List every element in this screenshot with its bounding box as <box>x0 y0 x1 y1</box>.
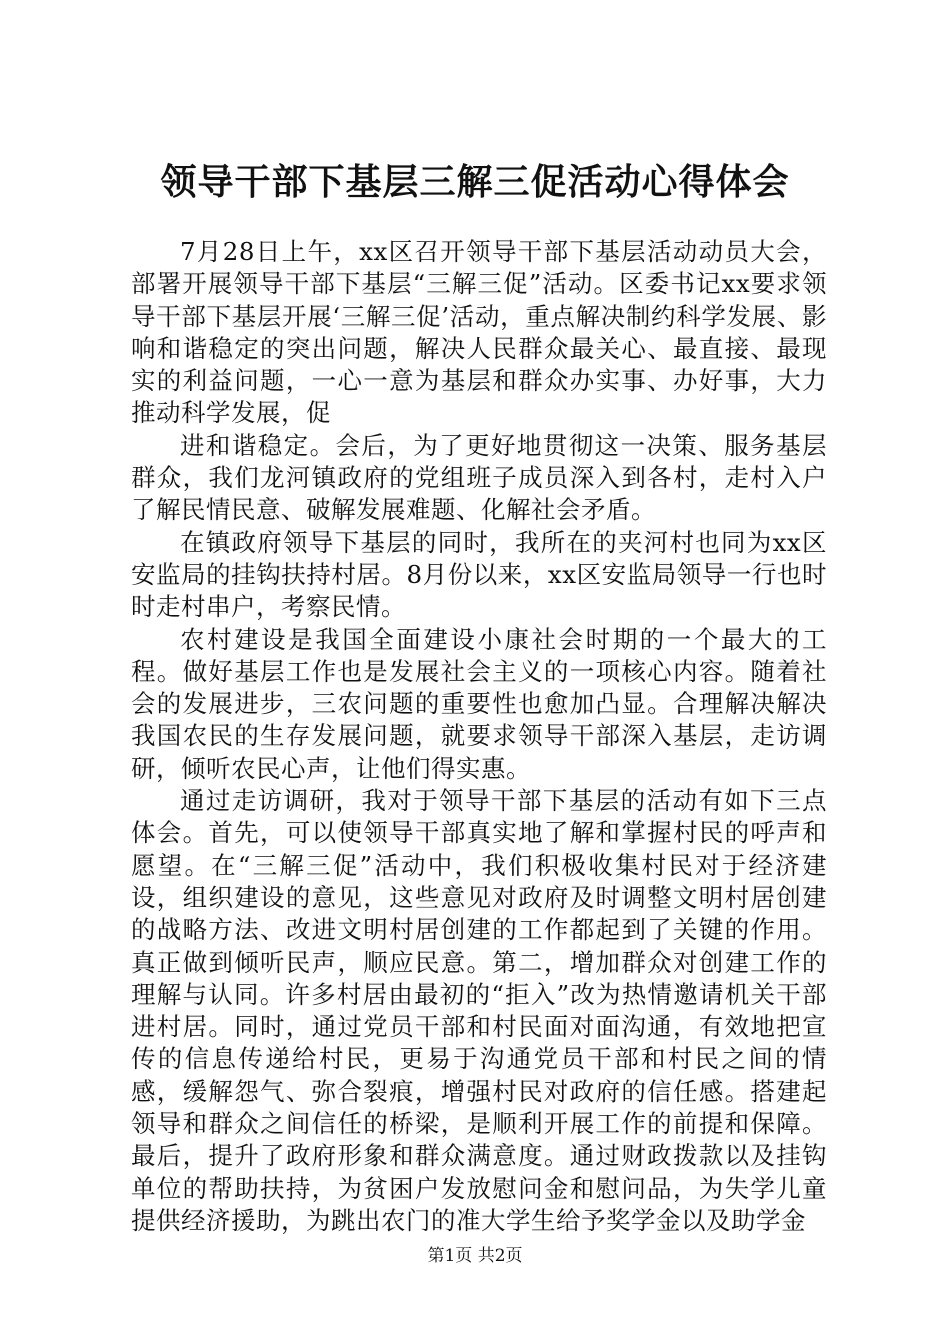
paragraph-2: 进和谐稳定。会后，为了更好地贯彻这一决策、服务基层群众，我们龙河镇政府的党组班子成员深入到各村，走村入户了解民情民意、破解发展难题、化解社会矛盾。 <box>131 430 827 525</box>
paragraph-1: 7月28日上午，xx区召开领导干部下基层活动动员大会，部署开展领导干部下基层“三解三促”活动。区委书记xx要求领导干部下基层开展‘三解三促’活动，重点解决制约科学发展、影响和谐稳定的突出问题，解决人民群众最关心、最直接、最现实的利益问题，一心一意为基层和群众办实事、办好事，大力推动科学发展，促 <box>131 237 827 428</box>
paragraph-3: 在镇政府领导下基层的同时，我所在的夹河村也同为xx区安监局的挂钩扶持村居。8月份以来，xx区安监局领导一行也时时走村串户，考察民情。 <box>131 527 827 622</box>
paragraph-5: 通过走访调研，我对于领导干部下基层的活动有如下三点体会。首先，可以使领导干部真实地了解和掌握村民的呼声和愿望。在“三解三促”活动中，我们积极收集村民对于经济建设，组织建设的意见，这些意见对政府及时调整文明村居创建的战略方法、改进文明村居创建的工作都起到了关键的作用。真正做到倾听民声，顺应民意。第二，增加群众对创建工作的理解与认同。许多村居由最初的“拒入”改为热情邀请机关干部进村居。同时，通过党员干部和村民面对面沟通，有效地把宣传的信息传递给村民，更易于沟通党员干部和村民之间的情感，缓解怨气、弥合裂痕，增强村民对政府的信任感。搭建起领导和群众之间信任的桥梁，是顺利开展工作的前提和保障。最后，提升了政府形象和群众满意度。通过财政拨款以及挂钩单位的帮助扶持，为贫困户发放慰问金和慰问品，为失学儿童提供经济援助，为跳出农门的准大学生给予奖学金以及助学金 <box>131 786 827 1235</box>
document-title: 领导干部下基层三解三促活动心得体会 <box>160 161 790 203</box>
paragraph-4: 农村建设是我国全面建设小康社会时期的一个最大的工程。做好基层工作也是发展社会主义的一项核心内容。随着社会的发展进步，三农问题的重要性也愈加凸显。合理解决解决我国农民的生存发展问题，就要求领导干部深入基层，走访调研，倾听农民心声，让他们得实惠。 <box>131 624 827 783</box>
page-footer <box>0 1244 950 1268</box>
page-number: 第1页 共2页 <box>427 1246 523 1266</box>
document-body <box>131 236 827 1237</box>
